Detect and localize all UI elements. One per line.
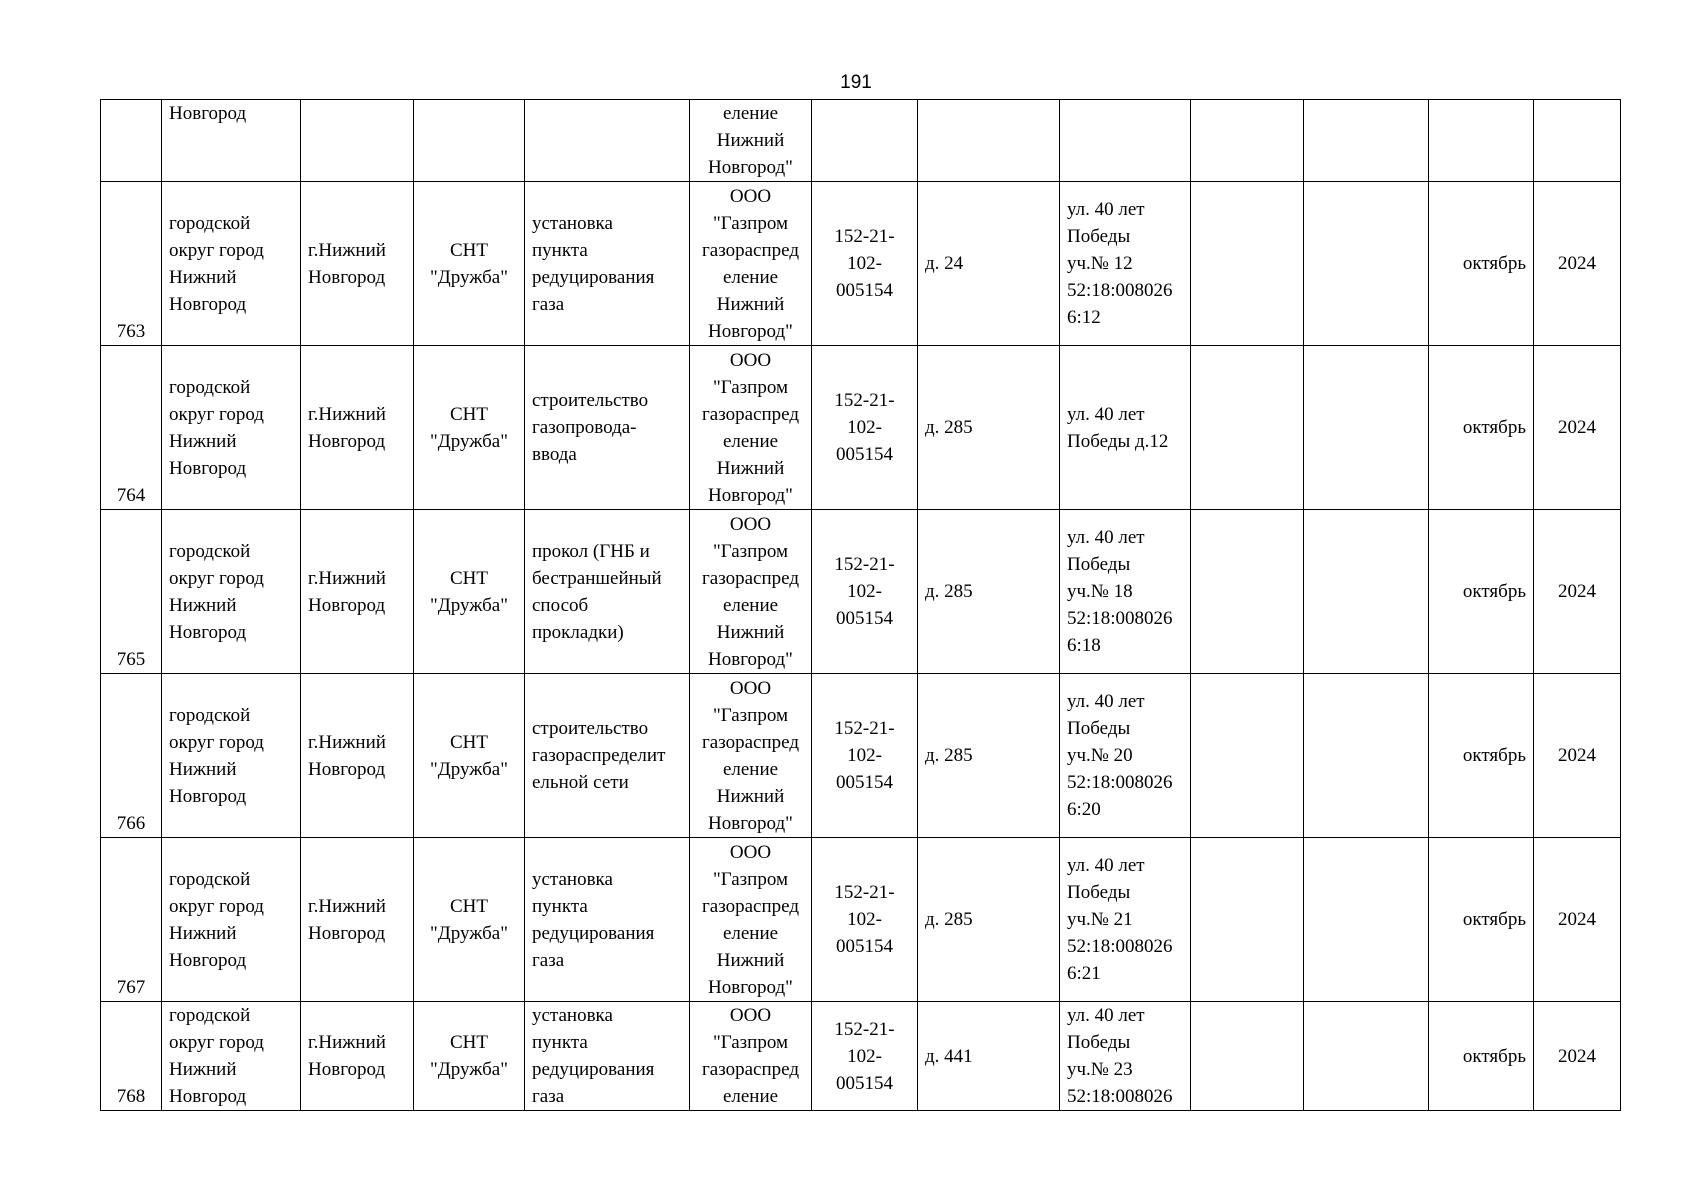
cell-empty [1191,346,1304,510]
cell-object: СНТ "Дружба" [414,510,525,674]
cell-address: ул. 40 лет Победы уч.№ 12 52:18:008026 6:12 [1060,182,1191,346]
cell-year: 2024 [1534,182,1621,346]
cell-work-type: установка пункта редуцирования газа [525,838,690,1002]
cell-object: СНТ "Дружба" [414,838,525,1002]
cell-month: октябрь [1429,1002,1534,1111]
cell-empty [1191,1002,1304,1111]
cell-organization: ООО "Газпром газораспред еление [690,1002,812,1111]
cell-empty [1304,346,1429,510]
cell-settlement: г.Нижний Новгород [301,182,414,346]
cell-municipality: городской округ город Нижний Новгород [162,346,301,510]
cell-month: октябрь [1429,182,1534,346]
table-row [101,674,1621,838]
cell-num: 765 [101,510,162,674]
cell-code: 152-21- 102- 005154 [812,674,918,838]
table-row [101,182,1621,346]
cell-municipality: городской округ город Нижний Новгород [162,182,301,346]
cell-organization: ООО "Газпром газораспред еление Нижний Новгород" [690,838,812,1002]
cell-empty [1191,838,1304,1002]
cell-month: октябрь [1429,346,1534,510]
cell-year: 2024 [1534,510,1621,674]
cell-num: 764 [101,346,162,510]
cell-address: ул. 40 лет Победы уч.№ 18 52:18:008026 6:18 [1060,510,1191,674]
cell-municipality: городской округ город Нижний Новгород [162,838,301,1002]
cell-num: 763 [101,182,162,346]
cell-house: д. 441 [918,1002,1060,1111]
cell-organization: ООО "Газпром газораспред еление Нижний Новгород" [690,674,812,838]
table-row [101,510,1621,674]
cell-month: октябрь [1429,510,1534,674]
cell-year: 2024 [1534,838,1621,1002]
cell-settlement: г.Нижний Новгород [301,674,414,838]
cell-month: октябрь [1429,838,1534,1002]
cell-object: СНТ "Дружба" [414,1002,525,1111]
cell-settlement: г.Нижний Новгород [301,346,414,510]
cell-empty [1304,674,1429,838]
cell-empty [1191,674,1304,838]
cell-object: СНТ "Дружба" [414,346,525,510]
cell-work-type: установка пункта редуцирования газа [525,1002,690,1111]
cell-house: д. 24 [918,182,1060,346]
cell-empty [1191,510,1304,674]
cell-work-type: строительство газопровода- ввода [525,346,690,510]
cell-address: ул. 40 лет Победы уч.№ 20 52:18:008026 6:20 [1060,674,1191,838]
continued-row [101,100,1621,182]
cell-code: 152-21- 102- 005154 [812,346,918,510]
cell-empty [1304,510,1429,674]
cell-num [101,100,162,182]
cell-house: д. 285 [918,838,1060,1002]
cell-municipality: городской округ город Нижний Новгород [162,674,301,838]
cell-address: ул. 40 лет Победы д.12 [1060,346,1191,510]
cell-house: д. 285 [918,510,1060,674]
cell-num: 766 [101,674,162,838]
cell-organization: ООО "Газпром газораспред еление Нижний Новгород" [690,346,812,510]
cell-work-type: прокол (ГНБ и бестраншейный способ прокладки) [525,510,690,674]
cell-year: 2024 [1534,1002,1621,1111]
cell-work-type: установка пункта редуцирования газа [525,182,690,346]
cell-empty [1304,182,1429,346]
table-body [101,100,1621,1111]
cell-address: ул. 40 лет Победы уч.№ 21 52:18:008026 6:21 [1060,838,1191,1002]
cell-house: д. 285 [918,346,1060,510]
cell-code: 152-21- 102- 005154 [812,838,918,1002]
cell-object: СНТ "Дружба" [414,674,525,838]
page-number: 191 [840,72,872,93]
cell-settlement: г.Нижний Новгород [301,838,414,1002]
cell-organization: ООО "Газпром газораспред еление Нижний Новгород" [690,182,812,346]
cell-municipality: городской округ город Нижний Новгород [162,1002,301,1111]
cell-municipality: Новгород [162,100,301,182]
cell-address: ул. 40 лет Победы уч.№ 23 52:18:008026 [1060,1002,1191,1111]
cell-code: 152-21- 102- 005154 [812,1002,918,1111]
table-row [101,838,1621,1002]
cell-code: 152-21- 102- 005154 [812,510,918,674]
cell-municipality: городской округ город Нижний Новгород [162,510,301,674]
cell-empty [1191,182,1304,346]
cell-empty [1304,1002,1429,1111]
cell-organization: ООО "Газпром газораспред еление Нижний Новгород" [690,510,812,674]
cell-settlement: г.Нижний Новгород [301,1002,414,1111]
cell-num: 768 [101,1002,162,1111]
cell-object: СНТ "Дружба" [414,182,525,346]
registry-table [100,99,1621,1111]
cell-num: 767 [101,838,162,1002]
cell-work-type: строительство газораспределит ельной сети [525,674,690,838]
cell-organization: еление Нижний Новгород" [690,100,812,182]
cell-empty [1304,838,1429,1002]
cell-code: 152-21- 102- 005154 [812,182,918,346]
cell-year: 2024 [1534,674,1621,838]
table-row [101,1002,1621,1111]
cell-house: д. 285 [918,674,1060,838]
cell-month: октябрь [1429,674,1534,838]
cell-settlement: г.Нижний Новгород [301,510,414,674]
table-row [101,346,1621,510]
cell-year: 2024 [1534,346,1621,510]
